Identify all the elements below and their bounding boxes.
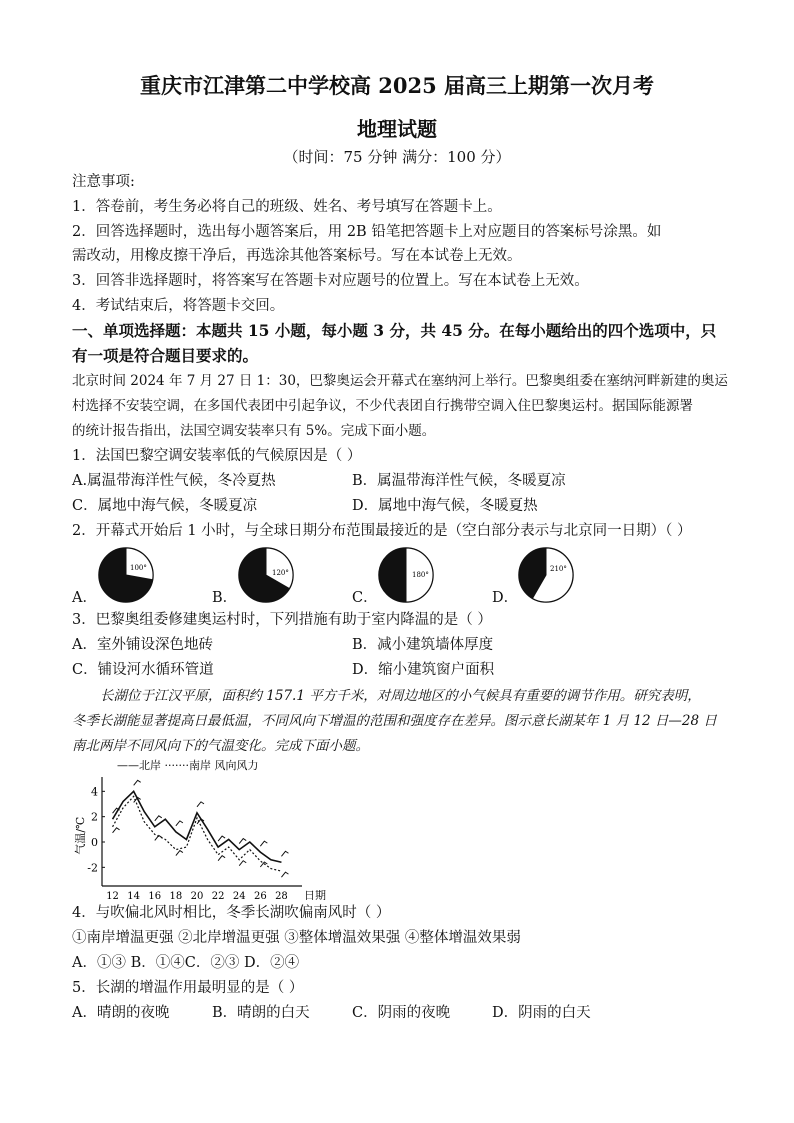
q2-option-d: D． [492,590,519,606]
y-tick-label: 0 [91,836,98,849]
wind-barb-mark [176,821,183,826]
wind-barb-mark [239,861,246,866]
wind-barb-mark [218,836,225,841]
wind-barb-mark [239,839,246,844]
q5-option-d: D．阴雨的白天 [492,1005,591,1021]
y-axis-label: 气温/℃ [74,816,87,855]
q2-pie-b [236,545,296,605]
q4-choices: ①南岸增温更强 ②北岸增温更强 ③整体增温效果强 ④整体增温效果弱 [72,930,521,946]
notice-item: 2．回答选择题时，选出每小题答案后，用 2B 铅笔把答题卡上对应题目的答案标号涂黑。如 [72,224,662,240]
q5-option-a: A．晴朗的夜晚 [72,1005,170,1021]
notice-item: 需改动，用橡皮擦干净后，再选涂其他答案标号。写在本试卷上无效。 [72,248,522,264]
q1-option-d: D．属地中海气候，冬暖夏热 [352,498,538,514]
passage1-line: 北京时间 2024 年 7 月 27 日 1：30，巴黎奥运会开幕式在塞纳河上举行。巴黎奥组委在塞纳河畔新建的奥运 [72,373,728,389]
q2-pie-a-label: 100° [130,564,147,572]
q3-option-c: C．铺设河水循环管道 [72,662,214,678]
section-heading-cont: 有一项是符合题目要求的。 [72,346,259,365]
x-tick-label: 24 [232,891,246,900]
q5-option-b: B．晴朗的白天 [212,1005,310,1021]
passage2-line: 长湖位于江汉平原，面积约 157.1 平方千米，对周边地区的小气候具有重要的调节作用。研究表明， [100,688,701,704]
y-tick-label: 2 [91,810,98,824]
q2-pie-b-label: 120° [272,569,289,577]
q3-option-d: D．缩小建筑窗户面积 [352,662,495,678]
q1-stem: 1．法国巴黎空调安装率低的气候原因是（ ） [72,448,362,464]
y-tick-label: 4 [91,785,98,799]
q4-options: A．①③ B．①④C．②③ D．②④ [72,955,300,971]
wind-barb-mark [113,828,120,833]
temperature-chart [72,755,332,900]
x-tick-label: 26 [253,891,267,900]
passage1-line: 的统计报告指出，法国空调安装率只有 5%。完成下面小题。 [72,423,436,439]
x-tick-label: 16 [148,891,162,900]
q3-option-b: B．减小建筑墙体厚度 [352,637,494,653]
wind-barb-mark [260,841,267,846]
x-tick-label: 20 [190,891,204,900]
x-tick-label: 18 [169,891,183,900]
q2-option-a: A． [72,590,97,606]
q2-pie-c-label: 180° [412,571,429,579]
q2-pie-d [516,545,576,605]
notice-item: 4．考试结束后，将答题卡交回。 [72,298,285,314]
notice-item: 1．答卷前，考生务必将自己的班级、姓名、考号填写在答题卡上。 [72,199,502,215]
x-tick-label: 12 [106,891,119,900]
q1-option-a: A.属温带海洋性气候，冬冷夏热 [72,473,276,489]
q1-option-b: B．属温带海洋性气候，冬暖夏凉 [352,473,566,489]
q2-option-b: B． [212,590,238,606]
section-heading: 一、单项选择题：本题共 15 小题，每小题 3 分，共 45 分。在每小题给出的四个选项中，只 [72,321,717,340]
q2-option-c: C． [352,590,378,606]
q2-pie-c [376,545,436,605]
q2-stem: 2．开幕式开始后 1 小时，与全球日期分布范围最接近的是（空白部分表示与北京同一日期）（ ） [72,523,692,539]
y-tick-label: -2 [87,861,98,875]
wind-barb-mark [134,780,141,785]
series-line-south-bank [113,796,282,871]
passage1-line: 村选择不安装空调，在多国代表团中引起争议，不少代表团自行携带空调入住巴黎奥运村。据国际能源署 [72,398,693,414]
exam-title: 重庆市江津第二中学校高 2025 届高三上期第一次月考 [139,73,655,98]
wind-barb-mark [197,802,204,807]
x-tick-label: 14 [127,891,141,900]
notice-heading: 注意事项: [72,174,135,190]
q1-option-c: C．属地中海气候，冬暖夏凉 [72,498,258,514]
x-tick-label: 22 [211,891,225,900]
wind-barb-mark [155,816,162,821]
wind-barb-mark [281,872,288,877]
q3-stem: 3．巴黎奥组委修建奥运村时，下列措施有助于室内降温的是（ ） [72,612,492,628]
chart-legend: ——北岸 ·······南岸 风向风力 [117,759,259,772]
passage2-line: 冬季长湖能显著提高日最低温，不同风向下增温的范围和强度存在差异。图示意长湖某年 1 月 12 日—28 日 [72,713,717,729]
wind-barb-mark [176,851,183,856]
q2-pie-d-label: 210° [550,565,567,573]
q3-option-a: A．室外铺设深色地砖 [72,637,213,653]
wind-barb-mark [218,856,225,861]
q4-stem: 4．与吹偏北风时相比，冬季长湖吹偏南风时（ ） [72,905,391,921]
q5-option-c: C．阴雨的夜晚 [352,1005,451,1021]
exam-subject: 地理试题 [357,117,437,141]
q2-pie-a [96,545,156,605]
exam-time-info: （时间：75 分钟 满分：100 分） [283,148,511,166]
wind-barb-mark [281,851,288,856]
x-tick-label: 28 [275,891,288,900]
x-axis-label: 日期 [304,889,326,900]
passage2-line: 南北两岸不同风向下的气温变化。完成下面小题。 [72,738,369,754]
series-line-north-bank [113,791,282,862]
wind-barb-mark [260,862,267,867]
q5-stem: 5．长湖的增温作用最明显的是（ ） [72,980,304,996]
notice-item: 3．回答非选择题时，将答案写在答题卡对应题号的位置上。写在本试卷上无效。 [72,273,589,289]
